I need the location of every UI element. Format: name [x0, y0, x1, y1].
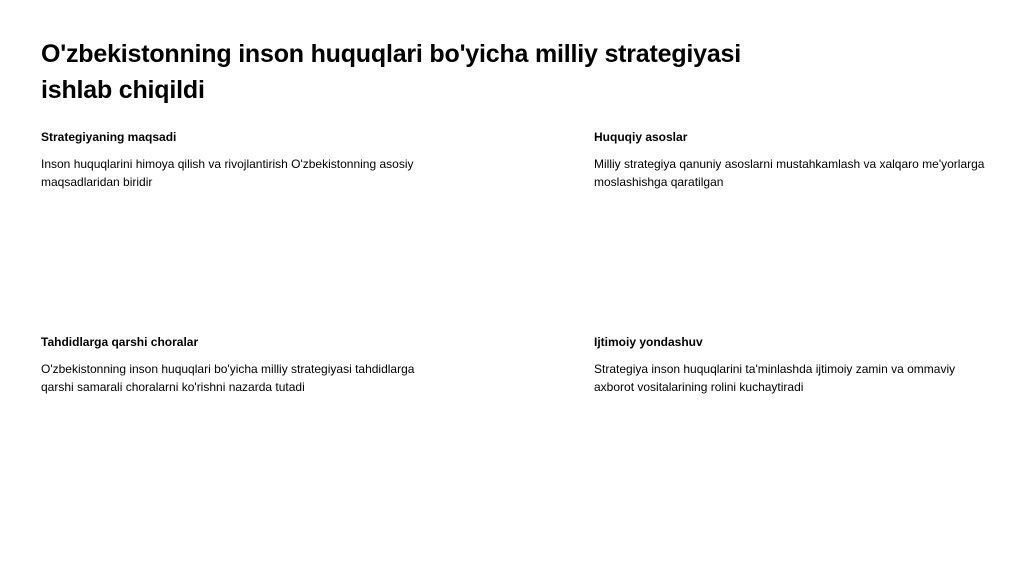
- card-body: Milliy strategiya qanuniy asoslarni mustahkamlash va xalqaro me'yorlarga moslashishga qaratilgan: [594, 157, 985, 189]
- card-legal-basis: [594, 129, 994, 191]
- slide-title: O'zbekistonning inson huquqlari bo'yicha milliy strategiyasi ishlab chiqildi: [41, 40, 742, 104]
- card-body: Inson huquqlarini himoya qilish va rivojlantirish O'zbekistonning asosiy maqsadlaridan biridir: [41, 157, 414, 189]
- card-threat-measures: [41, 334, 441, 396]
- card-heading: Strategiyaning maqsadi: [41, 130, 177, 144]
- card-strategy-goal: [41, 129, 441, 191]
- card-body: O'zbekistonning inson huquqlari bo'yicha milliy strategiyasi tahdidlarga qarshi samarali choralarni ko'rishni nazarda tutadi: [41, 362, 415, 394]
- card-body: Strategiya inson huquqlarini ta'minlashda ijtimoiy zamin va ommaviy axborot vositalarining rolini kuchaytiradi: [594, 362, 956, 394]
- card-heading: Ijtimoiy yondashuv: [594, 335, 703, 349]
- card-heading: Huquqiy asoslar: [594, 130, 688, 144]
- card-social-approach: [594, 334, 994, 396]
- card-heading: Tahdidlarga qarshi choralar: [41, 335, 199, 349]
